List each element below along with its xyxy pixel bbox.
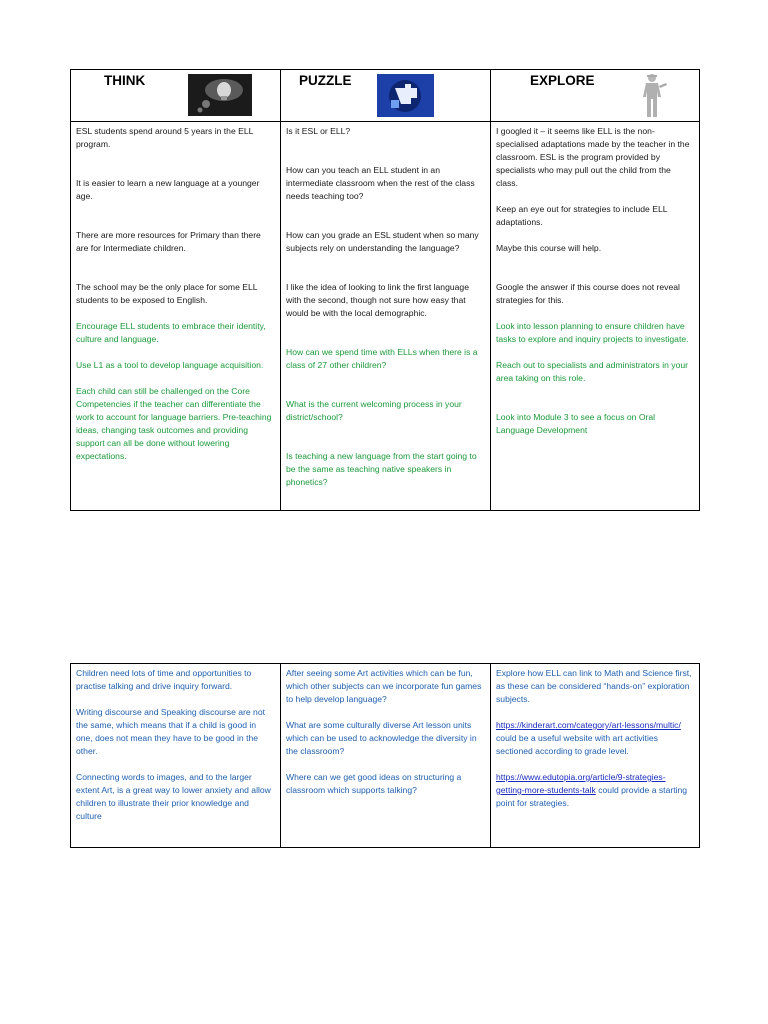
think-entry-4: The school may be the only place for some ELL students to be exposed to English.	[76, 282, 258, 305]
think-title: THINK	[104, 73, 146, 88]
think-column-bottom	[71, 664, 281, 848]
explore-entry-8: Explore how ELL can link to Math and Science first, as these can be considered “hands-on” exploration subjects.	[496, 668, 692, 704]
think-entry-7: Each child can still be challenged on the Core Competencies if the teacher can differentiate the work to account for language barriers. Pre-teaching ideas, changing task outcomes and providing support can all be done without lowering expectations.	[76, 386, 272, 461]
explore-entry-7: Look into Module 3 to see a focus on Oral Language Development	[496, 412, 656, 435]
edutopia-link[interactable]: https://www.edutopia.org/article/9-strategies-getting-more-students-talk	[496, 772, 666, 795]
explore-entry-3: Maybe this course will help.	[496, 243, 602, 253]
explore-entry-10	[496, 771, 694, 810]
explore-column-top	[491, 122, 700, 511]
bottom-kwl-table	[70, 663, 700, 848]
explore-title: EXPLORE	[530, 73, 595, 88]
think-header-cell	[71, 70, 281, 122]
header-row	[71, 70, 700, 122]
think-entry-2: It is easier to learn a new language at a younger age.	[76, 178, 260, 201]
edutopia-link-description: could provide a starting point for strategies.	[496, 785, 688, 808]
top-kwl-table	[70, 69, 700, 511]
think-entry-1: ESL students spend around 5 years in the ELL program.	[76, 126, 254, 149]
puzzle-entry-2: How can you teach an ELL student in an intermediate classroom when the rest of the class needs teaching too?	[286, 165, 475, 201]
puzzle-column-top	[281, 122, 491, 511]
puzzle-column-bottom	[281, 664, 491, 848]
puzzle-entry-8: After seeing some Art activities which can be fun, which other subjects can we incorporate fun games to help develop language?	[286, 668, 482, 704]
explore-entry-9	[496, 719, 694, 758]
think-entry-3: There are more resources for Primary than there are for Intermediate children.	[76, 230, 261, 253]
think-entry-6: Use L1 as a tool to develop language acquisition.	[76, 360, 264, 370]
puzzle-entry-1: Is it ESL or ELL?	[286, 126, 351, 136]
puzzle-entry-7: Is teaching a new language from the start going to be the same as teaching native speakers in phonetics?	[286, 451, 477, 487]
think-entry-5: Encourage ELL students to embrace their identity, culture and language.	[76, 321, 266, 344]
content-row	[71, 664, 700, 848]
kinderart-link-description: could be a useful website with art activities sectioned according to grade level.	[496, 733, 658, 756]
think-entry-8: Children need lots of time and opportunities to practise talking and drive inquiry forward.	[76, 668, 252, 691]
puzzle-entry-3: How can you grade an ESL student when so many subjects rely on understanding the language?	[286, 230, 479, 253]
puzzle-entry-9: What are some culturally diverse Art lesson units which can be used to acknowledge the diversity in the classroom?	[286, 720, 477, 756]
explore-header-cell	[491, 70, 700, 122]
think-column-top	[71, 122, 281, 511]
puzzle-entry-5: How can we spend time with ELLs when there is a class of 27 other children?	[286, 347, 478, 370]
explore-entry-1: I googled it – it seems like ELL is the non-specialised adaptations made by the teacher in the classroom. ESL is the program provided by specialists who may pull out the child from the class.	[496, 126, 690, 188]
content-row	[71, 122, 700, 511]
kinderart-link[interactable]: https://kinderart.com/category/art-lessons/multic/	[496, 720, 681, 730]
explore-entry-5: Look into lesson planning to ensure children have tasks to explore and inquiry projects to investigate.	[496, 321, 689, 344]
puzzle-title: PUZZLE	[299, 73, 352, 88]
puzzle-entry-10: Where can we get good ideas on structuring a classroom which supports talking?	[286, 772, 462, 795]
puzzle-entry-4: I like the idea of looking to link the first language with the second, though not sure how easy that would be with the local demographic.	[286, 282, 469, 318]
puzzle-head-icon	[377, 74, 434, 117]
explore-entry-6: Reach out to specialists and administrators in your area taking on this role.	[496, 360, 689, 383]
think-entry-10: Connecting words to images, and to the larger extent Art, is a great way to lower anxiety and allow children to illustrate their prior knowledge and culture	[76, 772, 271, 821]
puzzle-header-cell	[281, 70, 491, 122]
explore-entry-2: Keep an eye out for strategies to include ELL adaptations.	[496, 204, 668, 227]
explore-column-bottom	[491, 664, 700, 848]
puzzle-entry-6: What is the current welcoming process in your district/school?	[286, 399, 462, 422]
thought-bubble-lightbulb-icon	[188, 74, 252, 116]
explore-entry-4: Google the answer if this course does not reveal strategies for this.	[496, 282, 680, 305]
think-entry-9: Writing discourse and Speaking discourse are not the same, which means that if a child is good in one, does not mean they have to be good in the other.	[76, 707, 266, 756]
explorer-silhouette-icon	[639, 72, 669, 119]
